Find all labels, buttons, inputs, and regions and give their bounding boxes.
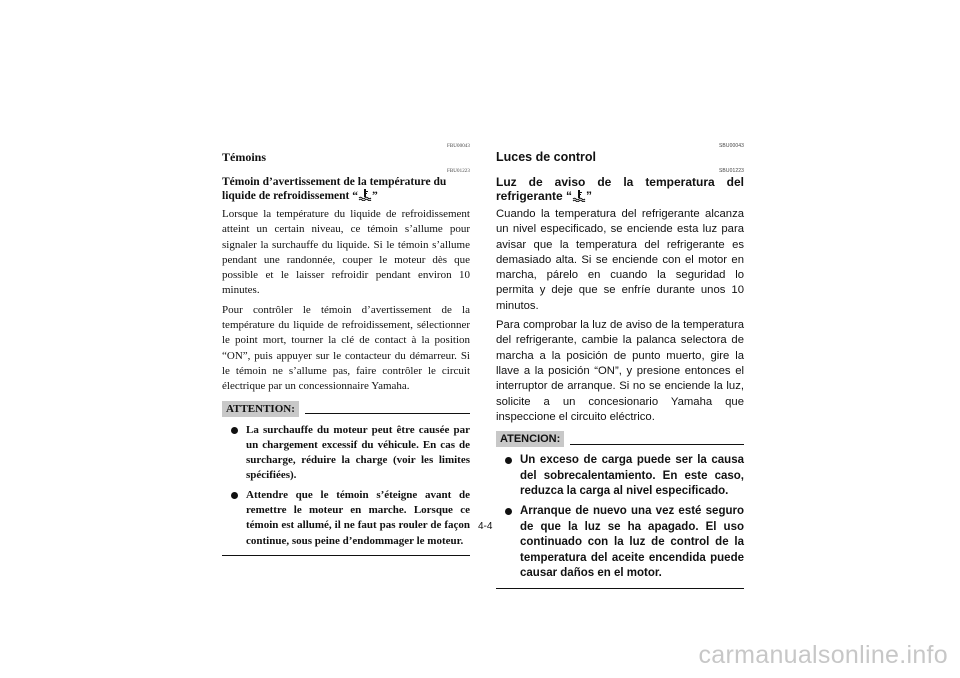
attention-list — [496, 453, 744, 582]
attention-header — [496, 431, 744, 447]
attention-label: ATENCION: — [496, 431, 564, 447]
attention-list — [222, 423, 470, 549]
list-item — [496, 453, 744, 500]
section-title: Témoins — [222, 150, 267, 164]
subsection-code: FBU01223 — [446, 169, 470, 174]
subsection-title-close: ” — [586, 189, 593, 203]
coolant-temperature-icon — [572, 190, 586, 202]
list-item-text: Attendre que le témoin s’éteigne avant de remettre le moteur en marche. Lorsque ce témoin est allumé, il ne faut pas rouler de façon continue, sous peine d’endommager le moteur. — [246, 488, 470, 547]
bullet-icon — [505, 508, 512, 515]
list-item — [222, 423, 470, 484]
attention-header — [222, 401, 470, 417]
attention-rule — [305, 413, 470, 414]
section-title: Luces de control — [496, 150, 597, 164]
section-code: SBU00043 — [719, 143, 744, 149]
list-item-text: La surchauffe du moteur peut être causée par un chargement excessif du véhicule. En cas de surcharge, réduire la charge (voir les limites spécifiées). — [246, 423, 470, 482]
bullet-icon — [231, 427, 238, 434]
watermark: carmanualsonline.info — [698, 641, 948, 669]
paragraph-2: Para comprobar la luz de aviso de la temperatura del refrigerante, cambie la palanca selectora de marcha a la posición de punto muerto, gire la llave a la posición “ON”, y presione entonces el interruptor de arranque. Si no se enciende la luz, solicite a un concesionario Yamaha que inspeccione el circuito eléctrico. — [496, 319, 744, 423]
list-item-text: Arranque de nuevo una vez esté seguro de que la luz se ha apagado. El uso continuado con la luz de control de la temperatura del aceite encendida puede causar daños en el motor. — [520, 504, 744, 580]
page-number: 4-4 — [478, 521, 493, 532]
attention-rule — [570, 444, 744, 445]
paragraph-1: Lorsque la température du liquide de refroidissement atteint un certain niveau, ce témoin s’allume pour signaler la surchauffe du liquide. Si le témoin s’allume pendant une randonnée, couper le moteur dès que possible et le laisser refroidir pendant environ 10 minutes. — [222, 208, 470, 297]
list-item — [222, 488, 470, 549]
subsection-title-close: ” — [371, 190, 378, 202]
subsection-title-text: Luz de aviso de la temperatura del refrigerante “ — [496, 175, 744, 203]
list-item-text: Un exceso de carga puede ser la causa del sobrecalentamiento. En este caso, reduzca la carga al nivel especificado. — [520, 454, 744, 498]
bullet-icon — [231, 492, 238, 499]
spanish-column — [496, 143, 744, 589]
subsection-title — [222, 175, 470, 203]
attention-label: ATTENTION: — [222, 401, 299, 417]
paragraph-2: Pour contrôler le témoin d’avertissement de la température du liquide de refroidissement, sélectionner le point mort, tourner la clé de contact à la position “ON”, puis appuyer sur le contacteur du démarreur. Si le témoin ne s’allume pas, faire contrôler le circuit électrique par un concessionnaire Yamaha. — [222, 303, 470, 393]
subsection-title — [496, 175, 744, 203]
section-code: FBU00043 — [446, 144, 470, 149]
bullet-icon — [505, 457, 512, 464]
paragraph-1: Cuando la temperatura del refrigerante alcanza un nivel especificado, se enciende esta luz para avisar que la temperatura del refrigerante es demasiado alta. Si se enciende con el motor en marcha, párelo en cuando la seguridad lo permita y deje que se enfríe durante unos 10 minutos. — [496, 208, 744, 312]
coolant-temperature-icon — [358, 189, 372, 201]
french-column — [222, 143, 470, 556]
subsection-title-text: Témoin d’avertissement de la température du liquide de refroidissement “ — [222, 176, 447, 202]
subsection-code: SBU01223 — [719, 168, 744, 174]
attention-end-rule — [496, 588, 744, 589]
attention-end-rule — [222, 555, 470, 556]
list-item — [496, 504, 744, 582]
